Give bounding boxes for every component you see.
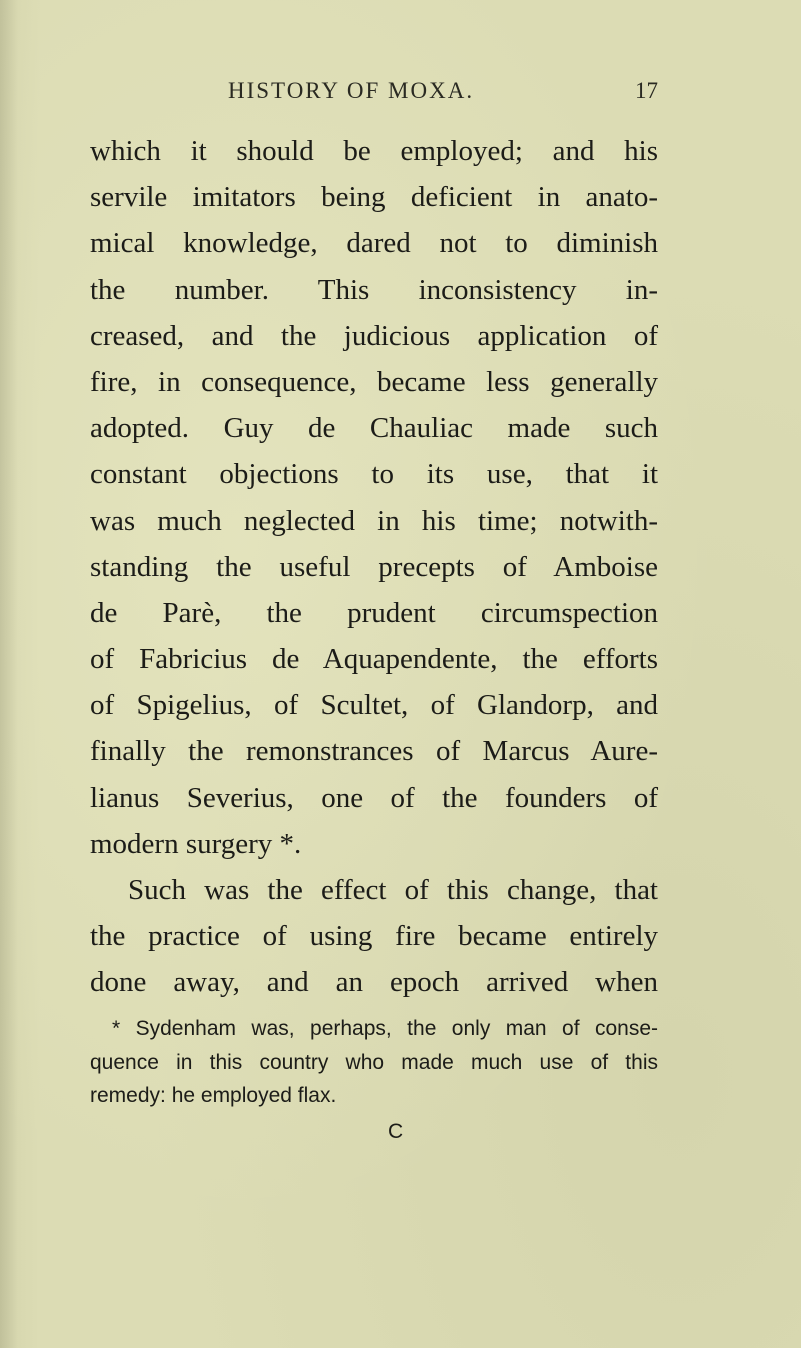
text-line: constant objections to its use, that it — [90, 458, 658, 491]
running-head: HISTORY OF MOXA. — [228, 78, 475, 103]
text-line-paragraph-start: Such was the effect of this change, that — [128, 874, 658, 906]
text-line: finally the remonstrances of Marcus Aure- — [90, 735, 658, 768]
page-number: 17 — [635, 78, 658, 103]
text-line: mical knowledge, dared not to diminish — [90, 227, 658, 260]
text-line: servile imitators being deficient in anato- — [90, 181, 658, 214]
text-line: the practice of using fire became entirely — [90, 920, 658, 953]
text-line: creased, and the judicious application of — [90, 319, 658, 352]
page-header — [228, 78, 658, 108]
footnote-line: quence in this country who made much use of this — [90, 1050, 658, 1074]
text-line: standing the useful precepts of Amboise — [90, 550, 658, 583]
text-line: modern surgery *. — [90, 827, 302, 860]
body-text — [90, 128, 658, 1006]
text-line: de Parè, the prudent circumspection — [90, 596, 658, 629]
text-line: was much neglected in his time; notwith- — [90, 504, 658, 537]
text-line: lianus Severius, one of the founders of — [90, 781, 658, 814]
footnote — [90, 1012, 658, 1113]
footnote-line: * Sydenham was, perhaps, the only man of conse- — [112, 1017, 658, 1040]
text-line: fire, in consequence, became less generally — [90, 365, 658, 398]
signature-mark: C — [388, 1120, 404, 1143]
text-line: the number. This inconsistency in- — [90, 273, 658, 306]
text-line: adopted. Guy de Chauliac made such — [90, 412, 658, 445]
text-line: of Fabricius de Aquapendente, the efforts — [90, 643, 658, 676]
footnote-line: remedy: he employed flax. — [90, 1084, 337, 1107]
text-line: of Spigelius, of Scultet, of Glandorp, and — [90, 689, 658, 722]
text-line: done away, and an epoch arrived when — [90, 966, 658, 999]
binding-shadow — [0, 0, 18, 1348]
text-line: which it should be employed; and his — [90, 135, 658, 167]
